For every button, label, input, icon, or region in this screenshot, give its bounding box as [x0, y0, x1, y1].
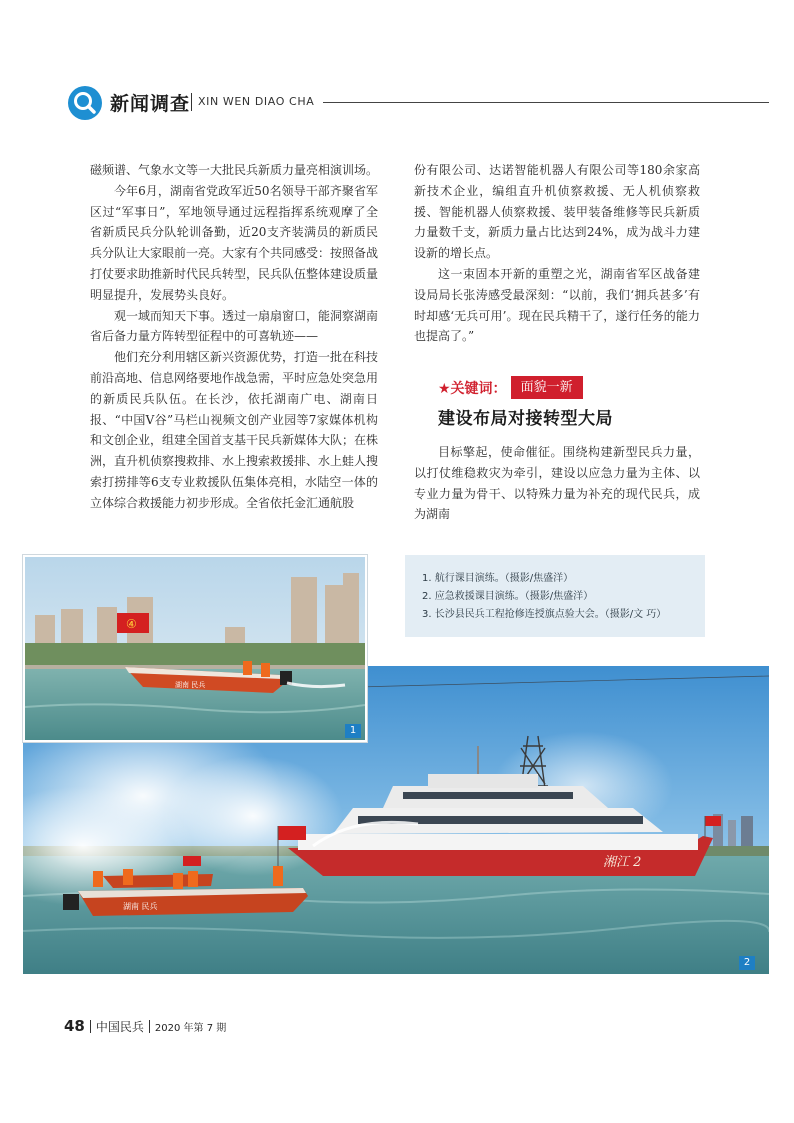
keyword-badge: 面貌一新: [511, 376, 583, 399]
footer-separator: [90, 1020, 91, 1033]
article-right-column: [414, 160, 700, 347]
section-pinyin: XIN WEN DIAO CHA: [198, 95, 315, 108]
caption-2: 2. 应急救援课目演练。（摄影/焦盛洋）: [422, 591, 594, 602]
article-left-column: [90, 160, 378, 514]
page-footer: [64, 1017, 226, 1035]
footer-separator: [149, 1020, 150, 1033]
issue-label: 2020 年第 7 期: [154, 1022, 227, 1034]
paragraph: 这一束固本开新的重塑之光，湖南省军区战备建设局局长张涛感受最深刻：“以前，我们‘拥兵甚多’有时却感‘无兵可用’。现在民兵精干了，遂行任务的能力也提高了。”: [414, 266, 700, 344]
photo-navigation-drill: [23, 555, 367, 742]
section-title: 新闻调查: [110, 93, 191, 115]
boat1-text: 湖南 民兵: [175, 681, 206, 689]
paragraph: 观一域而知天下事。透过一扇扇窗口，能洞察湖南省后备力量方阵转型征程中的可喜轨迹——: [90, 308, 379, 344]
paragraph: 份有限公司、达诺智能机器人有限公司等180余家高新技术企业，编组直升机侦察救援、无人机侦察救援、智能机器人侦察救援、装甲装备维修等民兵新质力量数千支，新质力量占比达到24%，成为战斗力建设新的增长点。: [414, 163, 700, 261]
header-separator: [191, 93, 192, 111]
search-icon: [68, 86, 102, 120]
keyword-label: ★关键词：: [438, 380, 507, 397]
paragraph: 磁频谱、气象水文等一大批民兵新质力量亮相演训场。: [90, 163, 379, 177]
flag-number: ④: [126, 617, 137, 631]
magazine-name: 中国民兵: [95, 1019, 144, 1034]
photo-number-1: 1: [345, 724, 361, 738]
header-rule: [323, 102, 769, 103]
paragraph: 今年6月，湖南省党政军近50名领导干部齐聚省军区过“军事日”，军地领导通过远程指挥系统观摩了全省新质民兵分队轮训备勤，近20支齐装满员的新质民兵分队让大家眼前一亮。大家有个共同感受：按照备战打仗要求助推新时代民兵转型，民兵队伍整体建设质量明显提升，发展势头良好。: [90, 183, 379, 302]
subheading: 建设布局对接转型大局: [438, 409, 613, 429]
photo-captions: [405, 555, 705, 637]
ship-name: 湘江 2: [603, 855, 642, 870]
keyword-row: [438, 376, 583, 399]
paragraph: 目标擎起，使命催征。围绕构建新型民兵力量，以打仗维稳救灾为牵引，建设以应急力量为主体、以专业力量为骨干、以特殊力量为补充的现代民兵，成为湖南: [414, 445, 700, 522]
page-number: 48: [64, 1017, 85, 1035]
caption-3: 3. 长沙县民兵工程抢修连授旗点验大会。（摄影/文 巧）: [422, 609, 667, 620]
paragraph: 他们充分利用辖区新兴资源优势，打造一批在科技前沿高地、信息网络要地作战急需，平时应急处突急用的新质民兵队伍。在长沙，依托湖南广电、湖南日报、“中国V谷”马栏山视频文创产业园等7家媒体机构和文创企业，组建全国首支基干民兵新媒体大队；在株洲，直升机侦察搜救排、水上搜索救援排、水上蛙人搜索打捞排等6支专业救援队伍集体亮相，水陆空一体的立体综合救援能力初步形成。全省依托金汇通航股: [90, 350, 379, 510]
boat2-text: 湖南 民兵: [123, 902, 158, 911]
caption-1: 1. 航行课目演练。（摄影/焦盛洋）: [422, 573, 574, 584]
article-right-column-lower: [414, 442, 700, 525]
photo-number-2: 2: [739, 956, 755, 970]
